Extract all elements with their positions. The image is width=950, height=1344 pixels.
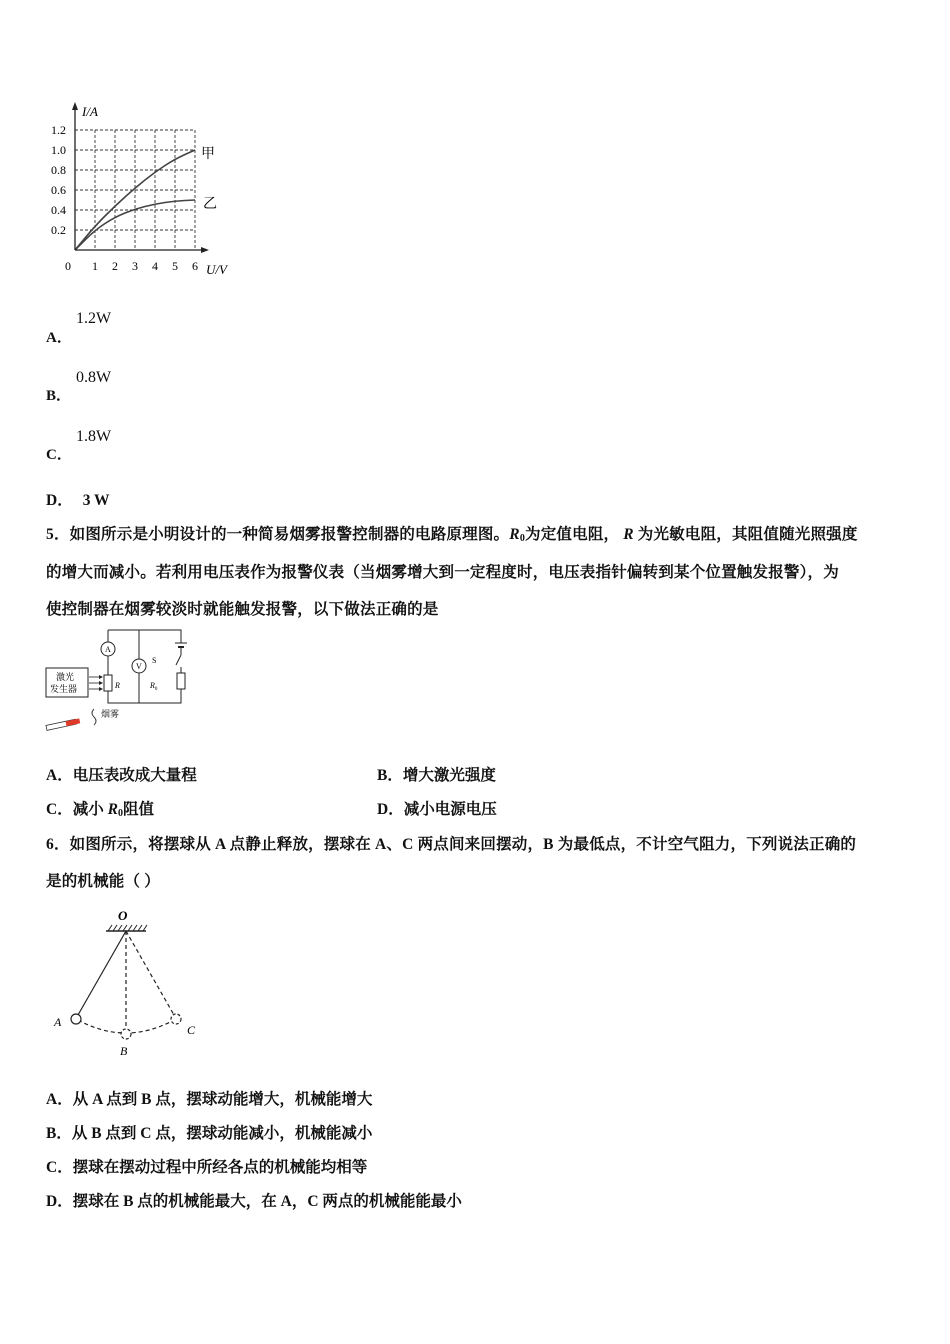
- r0-symbol: R: [107, 801, 118, 818]
- y-tick-label: 1.0: [51, 143, 66, 157]
- y-axis-arrow: [72, 102, 78, 110]
- ball-at-b: [121, 1029, 131, 1039]
- voltmeter-label: V: [136, 662, 142, 671]
- q5-option-a[interactable]: [46, 763, 197, 785]
- ball-at-c: [171, 1014, 181, 1024]
- option-label: A．: [46, 330, 72, 346]
- y-tick-label: 0.2: [51, 223, 66, 237]
- y-axis-label: I/A: [82, 104, 98, 119]
- x-tick-label: 1: [92, 259, 98, 273]
- option-text: 减小电源电压: [403, 801, 497, 818]
- ceiling-hatch: [108, 925, 147, 931]
- x-tick-label: 2: [112, 259, 118, 273]
- r-label: R: [115, 681, 120, 690]
- q5-option-b[interactable]: [377, 763, 496, 785]
- q6-option-d[interactable]: [46, 1189, 462, 1211]
- photoresistor: [104, 675, 112, 691]
- r0-subscript: 0: [117, 808, 123, 819]
- q5-text: 为光敏电阻，其阻值随光照强度: [637, 526, 858, 543]
- x-axis-label: U/V: [206, 262, 227, 277]
- option-value: 1.2W: [76, 310, 112, 327]
- option-label: C．: [46, 801, 73, 818]
- option-text: 从 B 点到 C 点，摆球动能减小，机械能减小: [71, 1125, 373, 1142]
- option-label: B．: [46, 388, 72, 404]
- q5-stem-line-3: 使控制器在烟雾较淡时就能触发报警，以下做法正确的是: [46, 601, 439, 618]
- q6-option-c[interactable]: [46, 1155, 367, 1177]
- q5-option-c[interactable]: [46, 797, 154, 819]
- point-label-c: C: [187, 1023, 196, 1037]
- y-tick-label: 0.4: [51, 203, 66, 217]
- laser-beam-arrow: [99, 675, 103, 679]
- q6-option-a[interactable]: [46, 1087, 372, 1109]
- curve-label-yi: 乙: [203, 197, 217, 212]
- option-label: D．: [46, 492, 73, 509]
- laser-generator-label: 激光: [56, 672, 75, 682]
- pendulum-diagram: [44, 904, 214, 1064]
- x-tick-label: 6: [192, 259, 198, 273]
- option-value: 0.8W: [76, 369, 112, 386]
- option-label: B．: [46, 1125, 72, 1142]
- option-text: 增大激光强度: [402, 767, 496, 784]
- r0-resistor: [177, 673, 185, 689]
- switch-label: S: [152, 656, 157, 665]
- option-value: 1.8W: [76, 428, 112, 445]
- smoke-label: 烟雾: [101, 709, 120, 719]
- option-label: A．: [46, 1091, 73, 1108]
- q5-stem-line-2: 的增大而减小。若利用电压表作为报警仪表（当烟雾增大到一定程度时，电压表指针偏转到某个位置触发报警），为: [46, 564, 839, 581]
- string-dashed-c: [126, 931, 174, 1015]
- r0-label: $R_0$: [150, 681, 158, 692]
- circuit-wire: [108, 630, 181, 643]
- laser-generator-label: 发生器: [50, 684, 78, 694]
- ammeter-label: A: [105, 645, 111, 654]
- pendulum-string: [78, 931, 126, 1015]
- r0-symbol: R: [509, 526, 520, 543]
- q5-option-d[interactable]: [377, 797, 497, 819]
- ball-at-a: [71, 1014, 81, 1024]
- curve-label-jia: 甲: [201, 147, 215, 162]
- option-text: 阻值: [122, 801, 154, 818]
- q6-stem-line-2: 是的机械能（ ）: [46, 873, 160, 890]
- q5-stem-line-1: [46, 522, 858, 544]
- option-label: C．: [46, 447, 72, 463]
- option-text: 摆球在 B 点的机械能最大，在 A，C 两点的机械能能最小: [72, 1193, 462, 1210]
- option-label: D．: [377, 801, 404, 818]
- iu-graph: [40, 98, 250, 283]
- cigarette-icon: [46, 718, 80, 730]
- option-text: 电压表改成大量程: [72, 767, 197, 784]
- option-value: 3 W: [82, 492, 110, 509]
- q6-option-b[interactable]: [46, 1121, 372, 1143]
- option-text: 减小: [72, 801, 108, 818]
- x-tick-label: 0: [65, 259, 71, 273]
- y-tick-label: 0.8: [51, 163, 66, 177]
- smoke-icon: [92, 709, 96, 725]
- smoke-alarm-circuit: [44, 625, 194, 735]
- switch-icon: [176, 655, 181, 665]
- option-text: 从 A 点到 B 点，摆球动能增大，机械能增大: [72, 1091, 373, 1108]
- q5-text: 5．如图所示是小明设计的一种简易烟雾报警控制器的电路原理图。: [46, 526, 510, 543]
- r-symbol: R: [623, 526, 634, 543]
- r0-subscript: 0: [519, 533, 526, 544]
- y-tick-label: 1.2: [51, 123, 66, 137]
- laser-beam-arrow: [99, 687, 103, 691]
- option-label: C．: [46, 1159, 73, 1176]
- option-label: B．: [377, 767, 403, 784]
- x-tick-label: 3: [132, 259, 138, 273]
- q5-text: 为定值电阻，: [525, 526, 620, 543]
- point-label-b: B: [120, 1044, 128, 1058]
- pivot-label: O: [118, 908, 128, 923]
- x-axis-arrow: [201, 247, 209, 253]
- option-text: 摆球在摆动过程中所经各点的机械能均相等: [72, 1159, 368, 1176]
- q4-option-d[interactable]: [46, 488, 110, 510]
- option-label: D．: [46, 1193, 73, 1210]
- x-tick-label: 5: [172, 259, 178, 273]
- x-tick-label: 4: [152, 259, 158, 273]
- q6-stem-line-1: 6．如图所示，将摆球从 A 点静止释放，摆球在 A、C 两点间来回摆动，B 为最低点，不计空气阻力，下列说法正确的: [46, 836, 857, 853]
- point-label-a: A: [54, 1015, 62, 1029]
- y-tick-label: 0.6: [51, 183, 66, 197]
- laser-beam-arrow: [99, 681, 103, 685]
- option-label: A．: [46, 767, 73, 784]
